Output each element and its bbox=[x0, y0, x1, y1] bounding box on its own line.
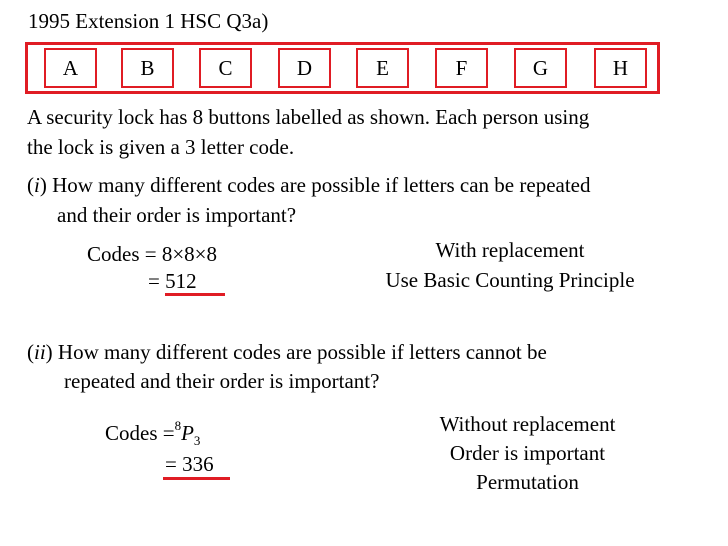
lock-button-f: F bbox=[435, 48, 488, 88]
lock-button-b: B bbox=[121, 48, 174, 88]
lock-button-g: G bbox=[514, 48, 567, 88]
part-i-question-line-1: (i) How many different codes are possible if letters can be repeated bbox=[27, 173, 591, 197]
page-title: 1995 Extension 1 HSC Q3a) bbox=[28, 9, 269, 33]
part-ii-eq-subscript: 3 bbox=[193, 433, 201, 449]
part-ii-eq-permutation: P bbox=[181, 421, 194, 445]
intro-line-1: A security lock has 8 buttons labelled as shown. Each person using bbox=[27, 105, 590, 129]
part-ii-eq-superscript: 8 bbox=[174, 418, 182, 433]
lock-button-c: C bbox=[199, 48, 252, 88]
part-i-note-1: With replacement bbox=[435, 238, 585, 262]
intro-line-2: the lock is given a 3 letter code. bbox=[27, 135, 295, 159]
part-ii-question-line-2: repeated and their order is important? bbox=[64, 369, 380, 393]
part-i-equation-2: = 512 bbox=[148, 269, 197, 293]
lock-button-d: D bbox=[278, 48, 331, 88]
lock-button-a: A bbox=[44, 48, 97, 88]
part-i-answer-underline bbox=[165, 293, 225, 296]
part-i-label: i bbox=[34, 173, 40, 197]
part-i-note-2: Use Basic Counting Principle bbox=[385, 268, 635, 292]
part-ii-note-1: Without replacement bbox=[439, 412, 616, 436]
part-i-text-1: How many different codes are possible if letters can be repeated bbox=[46, 173, 591, 197]
part-ii-label: ii bbox=[34, 340, 46, 364]
part-i-question-line-2: and their order is important? bbox=[57, 203, 297, 227]
part-ii-text-1: How many different codes are possible if letters cannot be bbox=[52, 340, 547, 364]
part-ii-eq-prefix: Codes = bbox=[105, 421, 175, 445]
part-ii-answer-underline bbox=[163, 477, 230, 480]
lock-button-h: H bbox=[594, 48, 647, 88]
part-ii-equation-2: = 336 bbox=[165, 452, 214, 476]
part-ii-note-3: Permutation bbox=[476, 470, 579, 494]
part-ii-question-line-1: (ii) How many different codes are possible if letters cannot be bbox=[27, 340, 547, 364]
part-ii-equation-1 bbox=[105, 420, 200, 449]
part-ii-note-2: Order is important bbox=[449, 441, 606, 465]
part-i-equation-1: Codes = 8×8×8 bbox=[87, 242, 218, 266]
lock-button-e: E bbox=[356, 48, 409, 88]
